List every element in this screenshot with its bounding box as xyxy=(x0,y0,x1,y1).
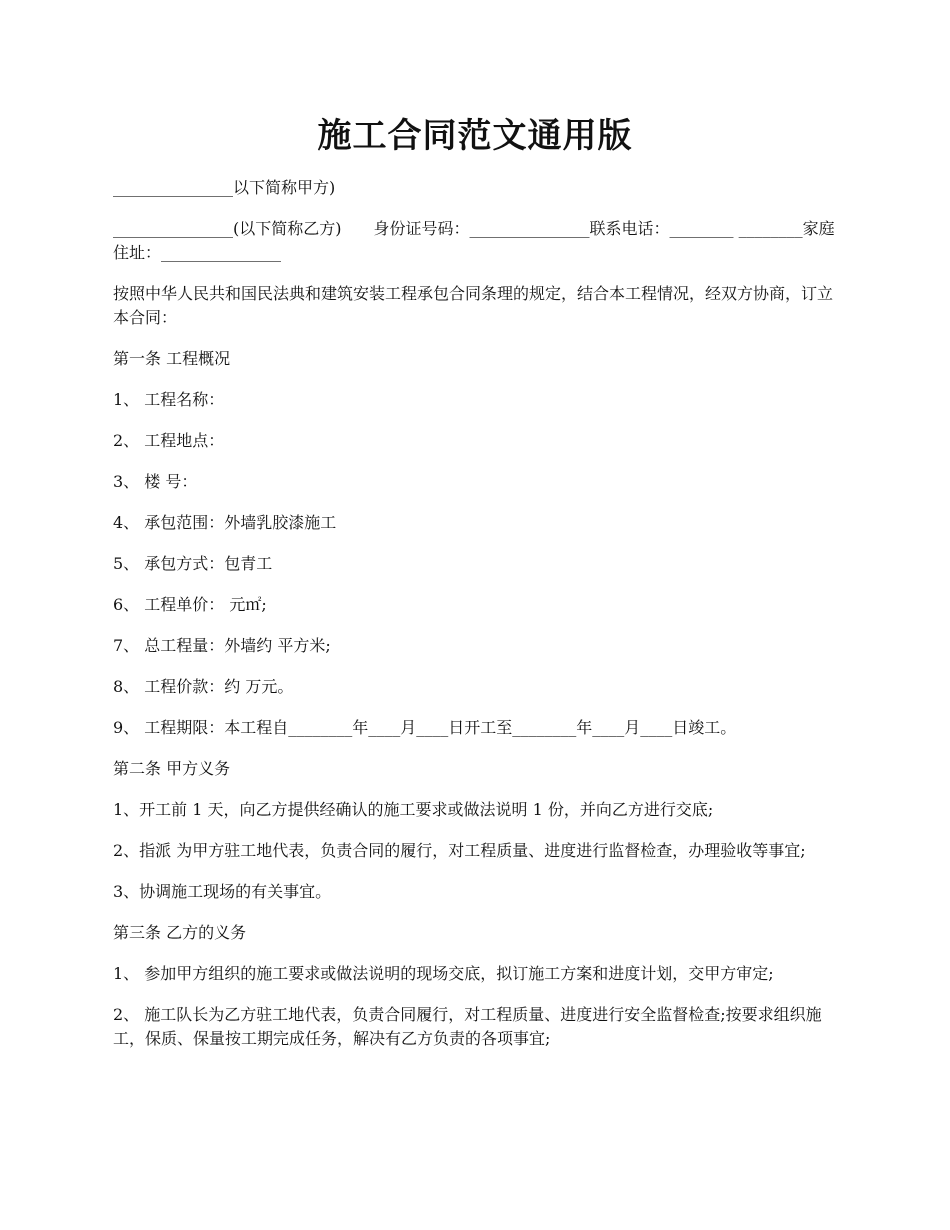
party-a-line: _______________以下简称甲方) xyxy=(113,178,336,197)
clause-item: 1、开工前 1 天，向乙方提供经确认的施工要求或做法说明 1 份，并向乙方进行交底; xyxy=(113,800,714,819)
party-b-line: _______________(以下简称乙方) 身份证号码：_______________联系电话：________ ________家庭住址：_______________ xyxy=(113,219,835,262)
clause-item: 7、 总工程量：外墙约 平方米; xyxy=(113,636,331,655)
document-title: 施工合同范文通用版 xyxy=(317,116,633,156)
clause-item: 5、 承包方式：包青工 xyxy=(113,554,273,573)
clause-item: 3、 楼 号： xyxy=(113,472,198,491)
document-body xyxy=(113,176,838,1068)
clause-item: 3、协调施工现场的有关事宜。 xyxy=(113,882,332,901)
clause-item: 4、 承包范围：外墙乳胶漆施工 xyxy=(113,513,337,532)
clause-item: 1、 工程名称： xyxy=(113,390,225,409)
article-heading: 第三条 乙方的义务 xyxy=(113,923,247,942)
preamble: 按照中华人民共和国民法典和建筑安装工程承包合同条理的规定，结合本工程情况，经双方协商，订立本合同： xyxy=(113,284,834,327)
article-heading: 第二条 甲方义务 xyxy=(113,759,231,778)
clause-item: 1、 参加甲方组织的施工要求或做法说明的现场交底，拟订施工方案和进度计划，交甲方审定; xyxy=(113,964,774,983)
article-heading: 第一条 工程概况 xyxy=(113,349,231,368)
clause-item: 2、指派 为甲方驻工地代表，负责合同的履行，对工程质量、进度进行监督检查，办理验收等事宜; xyxy=(113,841,806,860)
clause-item: 2、 工程地点： xyxy=(113,431,225,450)
clause-item: 9、 工程期限：本工程自________年____月____日开工至________年____月____日竣工。 xyxy=(113,718,737,737)
clause-item: 2、 施工队长为乙方驻工地代表，负责合同履行，对工程质量、进度进行安全监督检查;按要求组织施工，保质、保量按工期完成任务，解决有乙方负责的各项事宜; xyxy=(113,1005,822,1048)
clause-item: 6、 工程单价： 元㎡; xyxy=(113,595,267,614)
clause-item: 8、 工程价款：约 万元。 xyxy=(113,677,294,696)
